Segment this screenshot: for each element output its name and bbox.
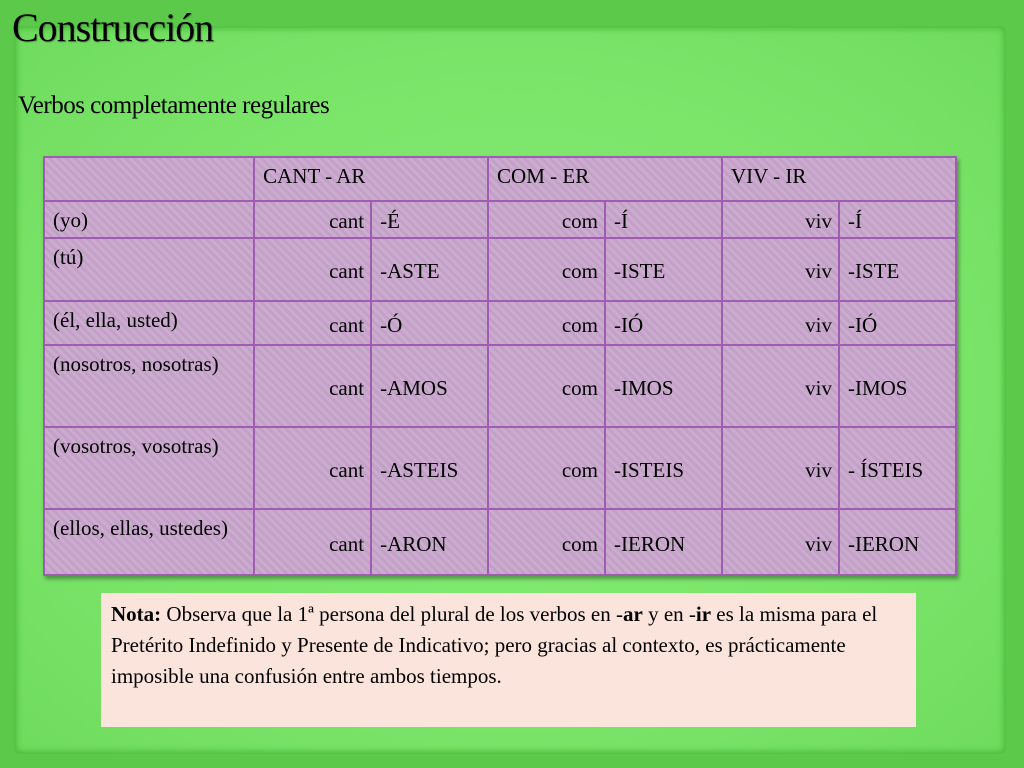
person-cell: (yo)	[44, 201, 254, 238]
person-cell: (vosotros, vosotras)	[44, 427, 254, 509]
ending-cell-ar: -AMOS	[371, 345, 488, 427]
header-cell-empty	[44, 157, 254, 201]
stem-cell-er: com	[488, 201, 605, 238]
stem-cell-er: com	[488, 301, 605, 345]
ending-cell-er: -Í	[605, 201, 722, 238]
table-row	[44, 201, 956, 238]
person-cell: (tú)	[44, 238, 254, 301]
table-row	[44, 301, 956, 345]
stem-cell-ar: cant	[254, 345, 371, 427]
note-text-part: es la misma para el Pretérito Indefinido y Presente de Indicativo; pero gracias al contexto, es prácticamente imposible una confusión entre ambos tiempos.	[111, 602, 878, 688]
ending-cell-ir: -IERON	[839, 509, 956, 575]
ending-cell-ir: -IMOS	[839, 345, 956, 427]
header-cell-ir: VIV - IR	[722, 157, 956, 201]
slide-title: Construcción	[12, 5, 214, 50]
note-bold-ir: ir	[695, 602, 712, 626]
note-box	[101, 593, 916, 727]
ending-cell-er: -IERON	[605, 509, 722, 575]
stem-cell-ar: cant	[254, 238, 371, 301]
ending-cell-ar: -ARON	[371, 509, 488, 575]
ending-cell-ar: -ASTEIS	[371, 427, 488, 509]
stem-cell-ir: viv	[722, 509, 839, 575]
stem-cell-er: com	[488, 345, 605, 427]
stem-cell-er: com	[488, 238, 605, 301]
ending-cell-ir: -Í	[839, 201, 956, 238]
slide-subtitle: Verbos completamente regulares	[18, 92, 330, 119]
note-text-part: y en -	[642, 602, 696, 626]
header-cell-er: COM - ER	[488, 157, 722, 201]
stem-cell-ar: cant	[254, 427, 371, 509]
table-row	[44, 509, 956, 575]
note-text-part: Observa que la 1ª persona del plural de los verbos en -	[161, 602, 623, 626]
ending-cell-ar: -ASTE	[371, 238, 488, 301]
stem-cell-ir: viv	[722, 201, 839, 238]
stem-cell-er: com	[488, 509, 605, 575]
ending-cell-ar: -Ó	[371, 301, 488, 345]
stem-cell-ir: viv	[722, 238, 839, 301]
ending-cell-er: -IMOS	[605, 345, 722, 427]
table-row	[44, 238, 956, 301]
ending-cell-ar: -É	[371, 201, 488, 238]
stem-cell-ar: cant	[254, 301, 371, 345]
person-cell: (él, ella, usted)	[44, 301, 254, 345]
stem-cell-ir: viv	[722, 427, 839, 509]
ending-cell-er: -IÓ	[605, 301, 722, 345]
note-bold-ar: ar	[622, 602, 643, 626]
stem-cell-ir: viv	[722, 301, 839, 345]
stem-cell-ar: cant	[254, 509, 371, 575]
ending-cell-ir: -ISTE	[839, 238, 956, 301]
note-label: Nota:	[111, 602, 162, 626]
ending-cell-ir: - ÍSTEIS	[839, 427, 956, 509]
stem-cell-ir: viv	[722, 345, 839, 427]
header-cell-ar: CANT - AR	[254, 157, 488, 201]
table-header-row	[44, 157, 956, 201]
ending-cell-ir: -IÓ	[839, 301, 956, 345]
person-cell: (nosotros, nosotras)	[44, 345, 254, 427]
ending-cell-er: -ISTEIS	[605, 427, 722, 509]
person-cell: (ellos, ellas, ustedes)	[44, 509, 254, 575]
table-row	[44, 427, 956, 509]
stem-cell-ar: cant	[254, 201, 371, 238]
table-row	[44, 345, 956, 427]
conjugation-table	[43, 156, 957, 576]
stem-cell-er: com	[488, 427, 605, 509]
ending-cell-er: -ISTE	[605, 238, 722, 301]
